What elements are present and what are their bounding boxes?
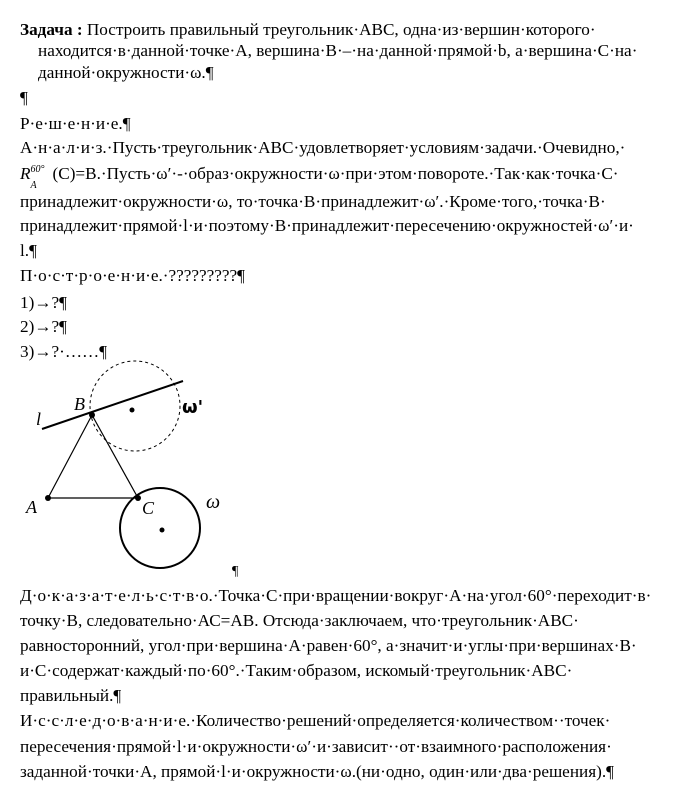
task-line-2: находится·в·данной·точке·A, вершина·B·–·на·данной·прямой·b, а·вершина·C·на· — [38, 41, 638, 60]
label-omega: ω — [206, 491, 221, 513]
label-C: C — [142, 498, 155, 518]
label-l: l — [36, 409, 42, 429]
task-label: Задача : — [20, 20, 83, 39]
analysis-line-4: принадлежит·прямой·l·и·поэтому·B·принадлежит·пересечению·окружностей·ω′·и· — [20, 216, 634, 235]
segment-BC — [92, 415, 138, 498]
research-line-1: И·с·с·л·е·д·о·в·а·н·и·е.·Количество·решений·определяется·количеством··точек· — [20, 711, 611, 730]
label-A: A — [26, 497, 37, 517]
proof-line-2: точку·В, следовательно·АС=АВ. Отсюда·заключаем, что·треугольник·АВС· — [20, 611, 579, 630]
analysis-line-2-text: (C)=B.·Пусть·ω′·-·образ·окружности·ω·при·этом·повороте.·Так·как·точка·C· — [52, 164, 619, 183]
figure-paragraph-mark: ¶ — [232, 564, 239, 579]
point-A — [45, 495, 51, 501]
blank-paragraph-mark: ¶ — [20, 88, 28, 107]
analysis-line-1: А·н·а·л·и·з.·Пусть·треугольник·ABC·удовлетворяет·условиям·задачи.·Очевидно,· — [20, 138, 626, 157]
rotation-symbol: R — [20, 164, 31, 183]
label-omega-prime: ω' — [182, 397, 204, 418]
rotation-angle: 60° — [30, 164, 45, 175]
proof-line-3: равносторонний, угол·при·вершина·А·равен·60°, а·значит·и·углы·при·вершинах·В· — [20, 636, 637, 655]
center-omega — [160, 528, 165, 533]
center-omega-prime — [130, 408, 135, 413]
research-line-2: пересечения·прямой·l·и·окружности·ω′·и·зависит··от·взаимного·расположения· — [20, 737, 612, 756]
proof-line-1: Д·о·к·а·з·а·т·е·л·ь·с·т·в·о.·Точка·С·при·вращении·вокруг·А·на·угол·60°·переходит·в· — [20, 586, 652, 605]
circle-omega-prime — [90, 361, 180, 451]
proof-line-4: и·С·содержат·каждый·по·60°.·Таким·образом, искомый·треугольник·АВС· — [20, 661, 573, 680]
construction-step-3: 3)→?·……¶ — [20, 342, 108, 361]
construction-step-1: 1)→?¶ — [20, 293, 67, 312]
research-line-3: заданной·точки·А, прямой·l·и·окружности·ω.(ни·одно, один·или·два·решения).¶ — [20, 762, 614, 781]
construction-heading: П·о·с·т·р·о·е·н·и·е.·?????????¶ — [20, 266, 245, 285]
solution-heading: Р·е·ш·е·н·и·е.¶ — [20, 114, 131, 133]
label-B: B — [74, 394, 85, 414]
proof-line-5: правильный.¶ — [20, 686, 122, 705]
point-B — [89, 412, 95, 418]
task-line-1 — [20, 19, 596, 41]
analysis-line-5: l.¶ — [20, 241, 37, 260]
line-l — [42, 381, 183, 429]
segment-AB — [48, 415, 92, 498]
task-line-3: данной·окружности·ω.¶ — [38, 63, 214, 82]
task-text-1: Построить правильный треугольник·ABC, одна·из·вершин·которого· — [82, 20, 596, 39]
construction-step-2: 2)→?¶ — [20, 317, 67, 336]
analysis-line-3: принадлежит·окружности·ω, то·точка·B·принадлежит·ω′.·Кроме·того,·точка·B· — [20, 192, 606, 211]
point-C — [135, 495, 141, 501]
geometry-figure — [20, 358, 280, 570]
circle-omega — [120, 488, 200, 568]
analysis-line-2 — [20, 163, 619, 191]
rotation-center: A — [30, 180, 37, 191]
